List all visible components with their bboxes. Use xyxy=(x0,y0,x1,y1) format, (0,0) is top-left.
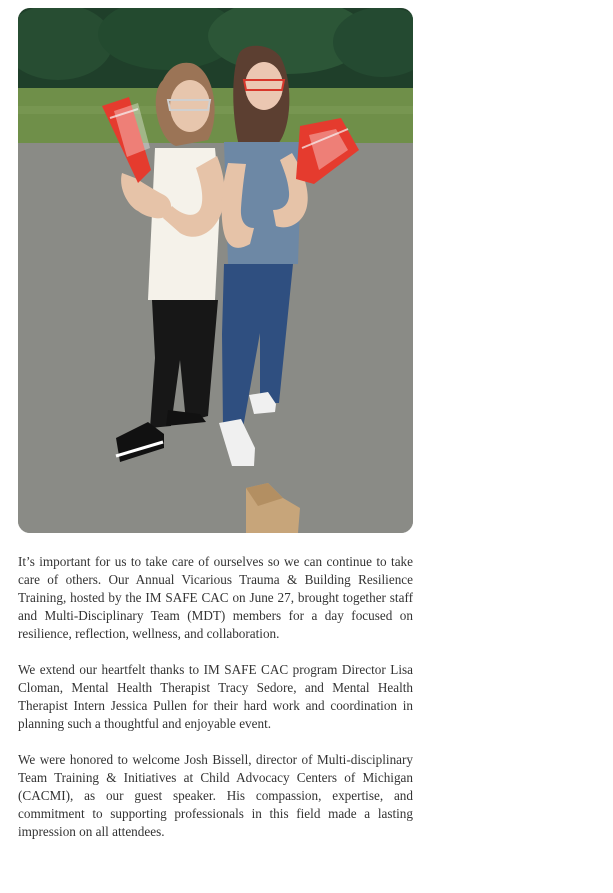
article-paragraph-1: It’s important for us to take care of ourselves so we can continue to take care of others. Our Annual Vicarious Trauma & Building Resilience Training, hosted by the IM SAFE CAC on June 27, brought together staff and Multi-Disciplinary Team (MDT) members for a day focused on resilience, reflection, wellness, and collaboration. xyxy=(18,554,413,641)
article-paragraph-3: We were honored to welcome Josh Bissell, director of Multi-disciplinary Team Training & Initiatives at Child Advocacy Centers of Michigan (CACMI), as our guest speaker. His compassion, expertise, and commitment to supporting professionals in this field made a lasting impression on all attendees. xyxy=(18,752,413,839)
article-paragraph-2: We extend our heartfelt thanks to IM SAFE CAC program Director Lisa Cloman, Mental Health Therapist Tracy Sedore, and Mental Health Therapist Intern Jessica Pullen for their hard work and coordination in planning such a thoughtful and enjoyable event. xyxy=(18,662,413,731)
photo-image xyxy=(18,8,413,533)
article-body xyxy=(18,553,413,859)
event-photo xyxy=(18,8,413,533)
